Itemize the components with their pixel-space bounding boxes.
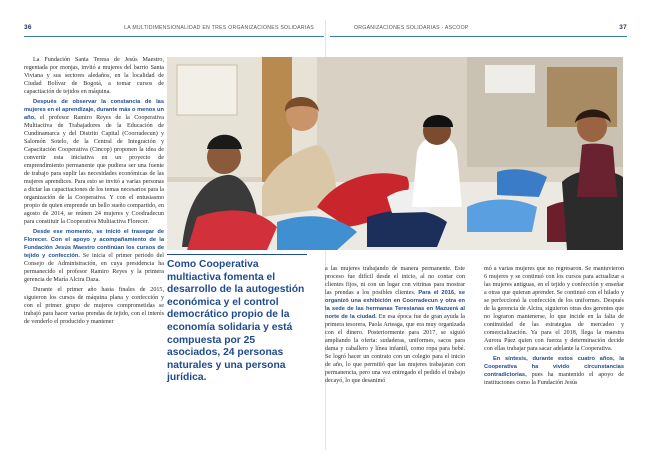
text-column-2: [325, 265, 465, 387]
paragraph: [484, 355, 624, 387]
paragraph: [24, 98, 164, 226]
workshop-photo: [167, 57, 623, 250]
highlighted-text: Después de observar la constancia de las mujeres en el aprendizaje, durante más o menos un año,: [24, 99, 164, 121]
paragraph: [325, 265, 465, 385]
text-column-1: [24, 56, 164, 328]
left-page-header: [24, 24, 324, 37]
body-text: el profesor Ramiro Reyes de la Cooperativa Multiactiva de Trabajadores de la Educación de Cundinamarca y del Distrito Capital (Coorradecun) y Salomón Sotelo, de la Central de Integración y Capacitación Cooperativa (Cincop) proponen la idea de convertir esta iniciativa en un proyecto de emprendimiento permanente que pudiera ser una fuente de trabajo para suplir las necesidades económicas de las mujeres aprendices. Para esto se invitó a varias personas a dictar las capacitaciones de los temas necesarios para la organización de la Cooperativa. Y con el entusiasmo propio de quien emprende un bello sueño compartido, en agosto de 2014, se reúnen 24 mujeres y Coodradecun para constituir la Cooperativa Multiactiva Florecer.: [24, 115, 164, 225]
pull-quote: Como Cooperativa multiactiva fomenta el desarrollo de la autogestión económica y el control democrático propio de la economía solidaria y está compuesta por 25 asociados, 24 personas naturales y una persona jurídica.: [167, 254, 307, 385]
paragraph: La Fundación Santa Teresa de Jesús Maestro, regentada por monjas, invitó a mujeres del barrio Santa Viviana y sus sectores aledaños, en la localidad de Ciudad Bolívar de Bogotá, a tomar cursos de capacitación de tejidos en máquina.: [24, 57, 164, 95]
highlighted-text: En síntesis, durante estos cuatro años, la Cooperativa ha vivido circunstancias contradictorias,: [484, 356, 624, 378]
highlighted-text: Para el 2016, se organizó una exhibición en Coorradecun y otra en la sede de las hermanas Teresianas en Mazuerá al norte de la ciudad.: [325, 290, 465, 320]
paragraph: [24, 228, 164, 284]
right-page-number: 37: [619, 24, 627, 31]
paragraph: Durante el primer año hasta finales de 2015, siguieron los cursos de máquina plana y confección y con el primer grupo de mujeres comprometidas se trabajó para hacer varias prendas de tejido, con el interés de venderlo el producido y mantener: [24, 287, 164, 325]
text-column-3: [484, 265, 624, 389]
body-text: Se inicia el primer periodo del Consejo de Administración, en cuya presidencia ha permanecido el profesor Ramiro Reyes y la primera gerencia de María Alcira Daza.: [24, 253, 164, 283]
body-text: pues ha mantenido el apoyo de instituciones como la Fundación Jesús: [484, 372, 624, 386]
body-text: a las mujeres trabajando de manera permanente. Este proceso fue difícil desde el inicio, al no contar con clientes fijos, ni con un lugar con vitrinas para mostrar las prendas a los posibles clientes.: [325, 266, 465, 296]
highlighted-text: Desde ese momento, se inició el trasegar de Florecer. Con el apoyo y acompañamiento de la Fundación Jesús Maestro continúan los cursos de tejido y confección.: [24, 229, 164, 259]
right-running-title: ORGANIZACIONES SOLIDARIAS · ASCOOP: [354, 25, 469, 31]
left-page-number: 36: [24, 24, 32, 31]
left-running-title: LA MULTIDIMENSIONALIDAD EN TRES ORGANIZACIONES SOLIDARIAS: [124, 25, 314, 31]
paragraph: mó a varias mujeres que no regresaron. Se mantuvieron 6 mujeres y se continuó con los cursos para actualizar a las mujeres antiguas, en el tejido y confección y enseñar a otras que quieran aprender. Se continuó con el hilado y se perfeccionó la confección de los uniformes. Después de la gerencia de Alcira, siguieron otras dos gerentes que no lograron mantenerse, lo que incide en la falta de continuidad de las estrategias de mercadeo y comercialización. Ya para el 2018, llega la maestra Aurora Páez quien con fuerza y determinación decide con ellas trabajar para sacar adelante la Cooperativa.: [484, 266, 624, 352]
right-page-header: [330, 24, 627, 37]
body-text: En esa época fue de gran ayuda la primera tesorera, Paola Arteaga, que era muy organizada con el dinero. Posteriormente para 2017, se siguió ampliando la oferta: sudaderas, uniformes, sacos para dama y caballero y línea infantil, como ropa para bebé. Se logró hacer un contrato con un colegio para el inicio de año, lo que permitió que las mujeres trabajaran con permanencia, pero una vez entregado el pedido el trabajo decayó, lo que desanimó: [325, 314, 465, 384]
workshop-photo-illustration: [167, 57, 623, 250]
